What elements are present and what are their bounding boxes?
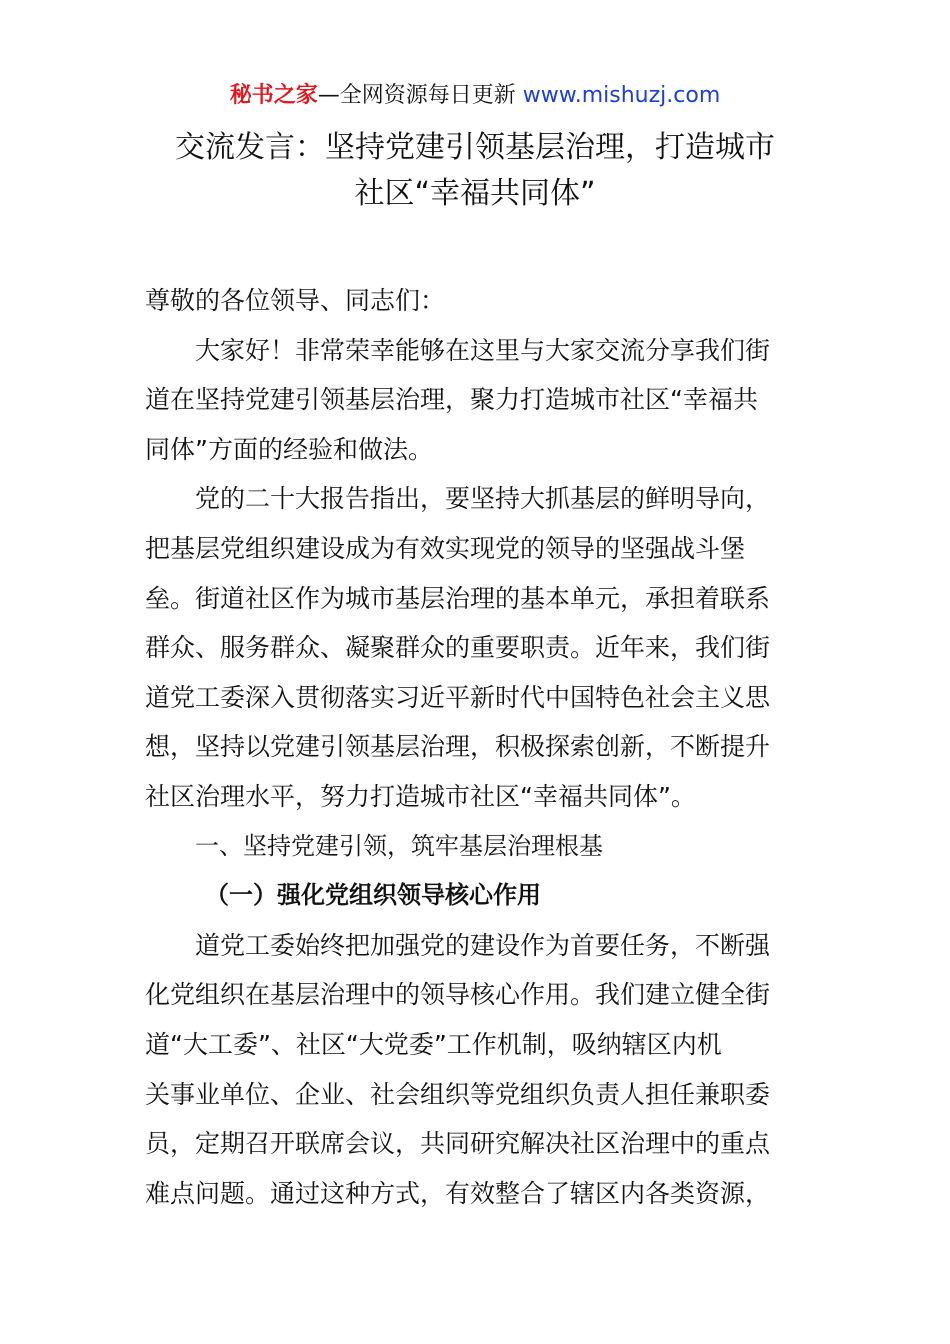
salutation: 尊敬的各位领导、同志们：	[145, 286, 446, 315]
paragraph-line: 想，坚持以党建引领基层治理，积极探索创新，不断提升	[145, 732, 771, 762]
paragraph-line: 垒。街道社区作为城市基层治理的基本单元，承担着联系	[145, 583, 771, 613]
subsection-heading: （一）强化党组织领导核心作用	[205, 881, 541, 910]
header-tagline: —全网资源每日更新	[317, 83, 523, 108]
document-body	[145, 276, 810, 1218]
paragraph-line: 群众、服务群众、凝聚群众的重要职责。近年来，我们街	[145, 633, 771, 663]
site-url-link[interactable]: www.mishuzj.com	[522, 83, 721, 108]
document-title-line-2: 社区“幸福共同体”	[354, 176, 596, 211]
paragraph-line: 大家好！非常荣幸能够在这里与大家交流分享我们街	[195, 335, 771, 365]
paragraph-line: 党的二十大报告指出，要坚持大抓基层的鲜明导向，	[195, 484, 771, 514]
paragraph-line: 同体”方面的经验和做法。	[145, 434, 433, 464]
paragraph-line: 把基层党组织建设成为有效实现党的领导的坚强战斗堡	[145, 533, 746, 563]
document-title-line-1: 交流发言：坚持党建引领基层治理，打造城市	[175, 130, 775, 165]
section-heading: 一、坚持党建引领，筑牢基层治理根基	[195, 831, 603, 860]
paragraph-line: 关事业单位、企业、社会组织等党组织负责人担任兼职委	[145, 1079, 771, 1109]
paragraph-line: 道党工委始终把加强党的建设作为首要任务，不断强	[195, 930, 771, 960]
paragraph-line: 道在坚持党建引领基层治理，聚力打造城市社区“幸福共	[145, 385, 758, 415]
paragraph-line: 社区治理水平，努力打造城市社区“幸福共同体”。	[145, 781, 696, 811]
paragraph-line: 道“大工委”、社区“大党委”工作机制，吸纳辖区内机	[145, 1029, 722, 1059]
paragraph-line: 化党组织在基层治理中的领导核心作用。我们建立健全街	[145, 980, 771, 1010]
paragraph-line: 道党工委深入贯彻落实习近平新时代中国特色社会主义思	[145, 682, 771, 712]
brand-name: 秘书之家	[229, 83, 318, 108]
site-header	[0, 80, 950, 112]
paragraph-line: 难点问题。通过这种方式，有效整合了辖区内各类资源，	[145, 1178, 771, 1208]
paragraph-line: 员，定期召开联席会议，共同研究解决社区治理中的重点	[145, 1129, 771, 1159]
